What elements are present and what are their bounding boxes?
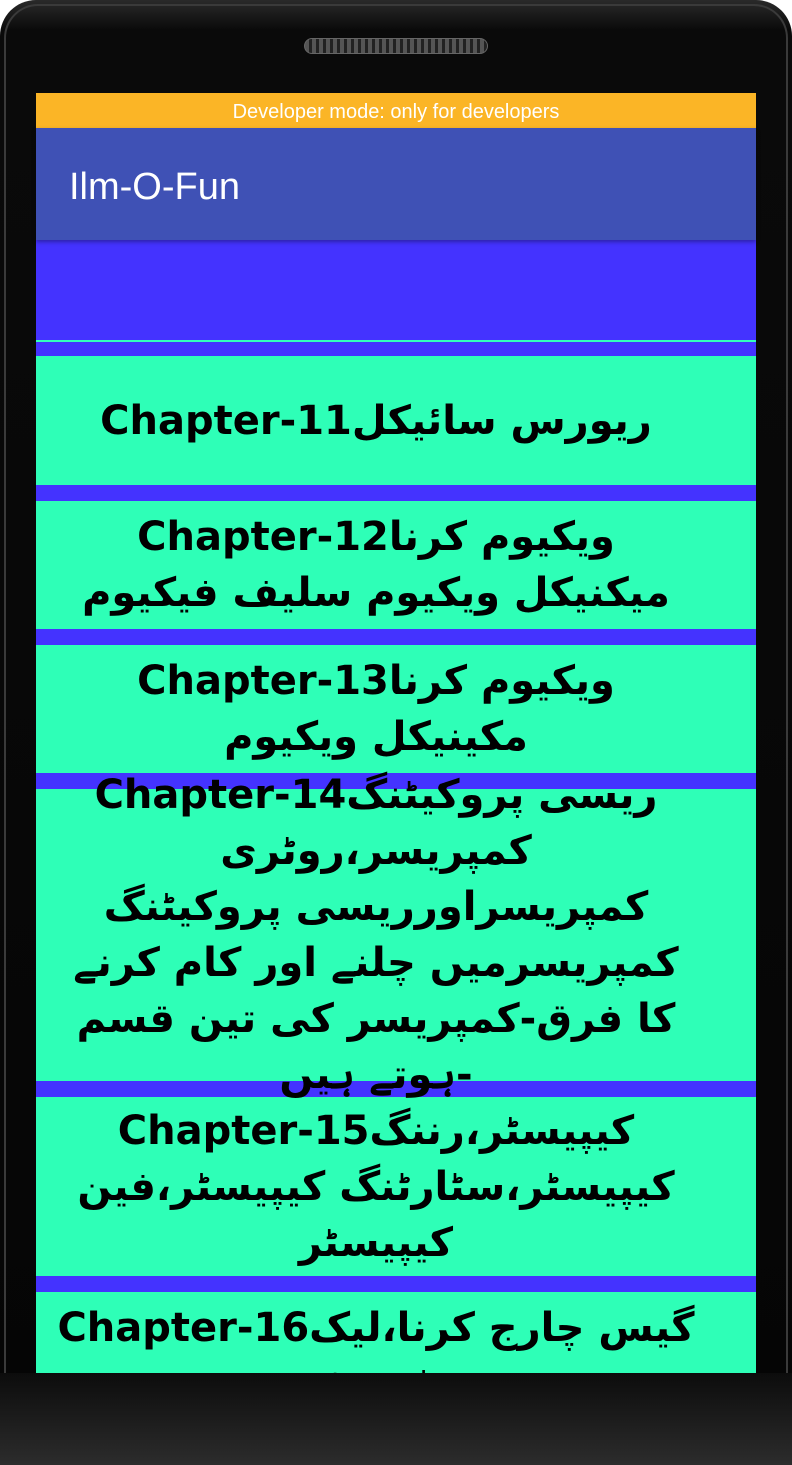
app-title: Ilm-O-Fun [69,166,240,208]
chapter-item-15[interactable] [36,1097,756,1276]
chapter-label: Chapter-11ریورس سائیکل [100,397,652,444]
app-screen [36,93,756,1373]
chapter-item-12[interactable] [36,501,756,629]
speaker-grille [304,38,488,54]
chapter-item-11[interactable] [36,356,756,485]
chapter-label: Chapter-16گیس چارج کرنا،لیک [57,1305,695,1351]
chapter-label: Chapter-15کیپیسٹر،رننگ کیپیسٹر،سٹارٹنگ کیپیسٹر،فین کیپیسٹر [77,1107,675,1266]
header-spacer [36,240,756,340]
app-bar [36,128,756,240]
chapter-item-13[interactable] [36,645,756,773]
chapter-list [36,342,756,1432]
chapter-label: Chapter-14ریسی پروکیٹنگ کمپریسر،روٹری کمپریسراورریسی پروکیٹنگ کمپریسرمیں چلنے اور کام کرنے کا فرق-کمپریسر کی تین قسم ہوتے ہیں- [73,772,679,1098]
developer-mode-banner: Developer mode: only for developers [36,93,756,128]
chapter-item-14[interactable] [36,772,756,1098]
chapter-label: Chapter-12ویکیوم کرنا میکنیکل ویکیوم سلیف فیکیوم [82,514,670,616]
chapter-label: Chapter-13ویکیوم کرنا مکینیکل ویکیوم [137,658,615,760]
bottom-bezel [0,1373,792,1465]
